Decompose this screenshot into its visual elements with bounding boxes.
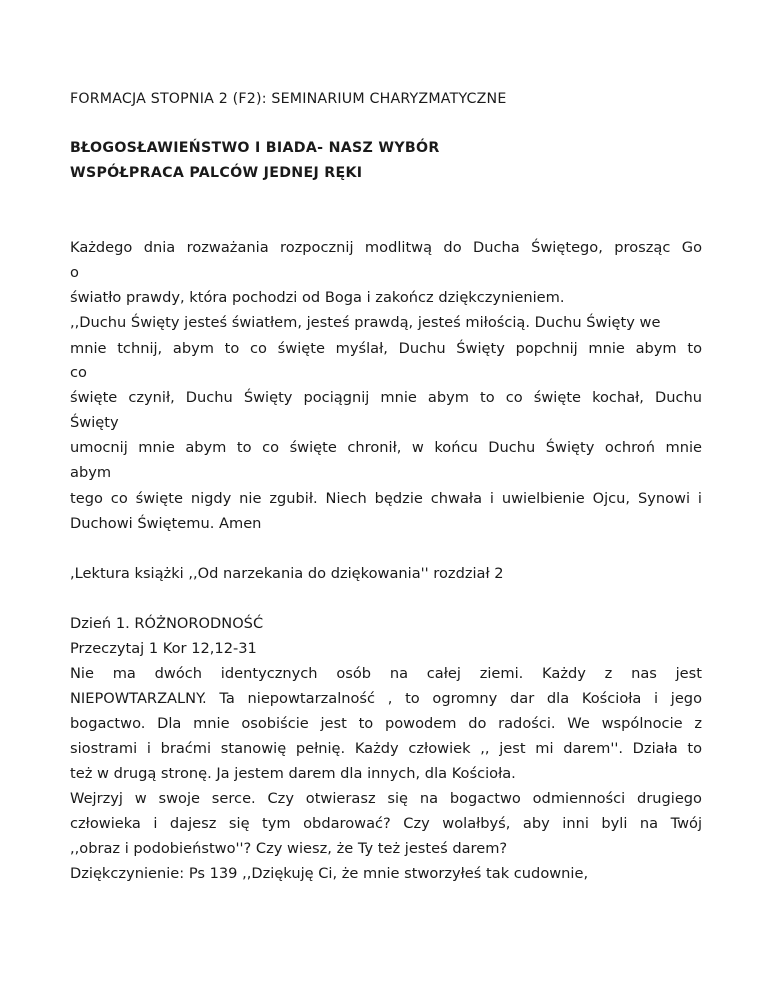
section-subtitle: WSPÓŁPRACA PALCÓW JEDNEJ RĘKI [70, 165, 363, 181]
intro-line: święte czynił, Duchu Święty pociągnij mnie abym to co święte kochał, Duchu [70, 389, 702, 406]
day-text-line: Nie ma dwóch identycznych osób na całej ziemi. Każdy z nas jest [70, 665, 702, 682]
day-text-line: ,,obraz i podobieństwo''? Czy wiesz, że Ty też jesteś darem? [70, 840, 508, 857]
intro-line: co [70, 364, 87, 381]
intro-line: tego co święte nigdy nie zgubił. Niech będzie chwała i uwielbienie Ojcu, Synowi i [70, 490, 702, 507]
document-title: FORMACJA STOPNIA 2 (F2): SEMINARIUM CHARYZMATYCZNE [70, 91, 507, 107]
section-title: BŁOGOSŁAWIEŃSTWO I BIADA- NASZ WYBÓR [70, 140, 440, 156]
day-text-line: siostrami i braćmi stanowię pełnię. Każdy człowiek ,, jest mi darem''. Działa to [70, 740, 702, 757]
scripture-reference: Przeczytaj 1 Kor 12,12-31 [70, 640, 257, 657]
day-text-line: Dziękczynienie: Ps 139 ,,Dziękuję Ci, że mnie stworzyłeś tak cudownie, [70, 865, 589, 882]
intro-line: Święty [70, 414, 119, 431]
intro-line: Każdego dnia rozważania rozpocznij modlitwą do Ducha Świętego, prosząc Go [70, 239, 702, 256]
day-text-line: też w drugą stronę. Ja jestem darem dla innych, dla Kościoła. [70, 765, 516, 782]
day-text-line: bogactwo. Dla mnie osobiście jest to powodem do radości. We wspólnocie z [70, 715, 702, 732]
intro-line: umocnij mnie abym to co święte chronił, w końcu Duchu Święty ochroń mnie [70, 439, 702, 456]
intro-line: światło prawdy, która pochodzi od Boga i zakończ dziękczynieniem. [70, 289, 565, 306]
intro-line: o [70, 264, 79, 281]
day-text-line: człowieka i dajesz się tym obdarować? Czy wolałbyś, aby inni byli na Twój [70, 815, 702, 832]
day-text-line: NIEPOWTARZALNY. Ta niepowtarzalność , to ogromny dar dla Kościoła i jego [70, 690, 702, 707]
intro-line: mnie tchnij, abym to co święte myślał, Duchu Święty popchnij mnie abym to [70, 340, 702, 357]
day-text-line: Wejrzyj w swoje serce. Czy otwierasz się na bogactwo odmienności drugiego [70, 790, 702, 807]
reading-assignment: ,Lektura książki ,,Od narzekania do dziękowania'' rozdział 2 [70, 565, 504, 582]
intro-line: abym [70, 464, 112, 481]
intro-line: Duchowi Świętemu. Amen [70, 515, 262, 532]
day-heading: Dzień 1. RÓŻNORODNOŚĆ [70, 615, 264, 632]
intro-line: ,,Duchu Święty jesteś światłem, jesteś prawdą, jesteś miłością. Duchu Święty we [70, 314, 661, 331]
